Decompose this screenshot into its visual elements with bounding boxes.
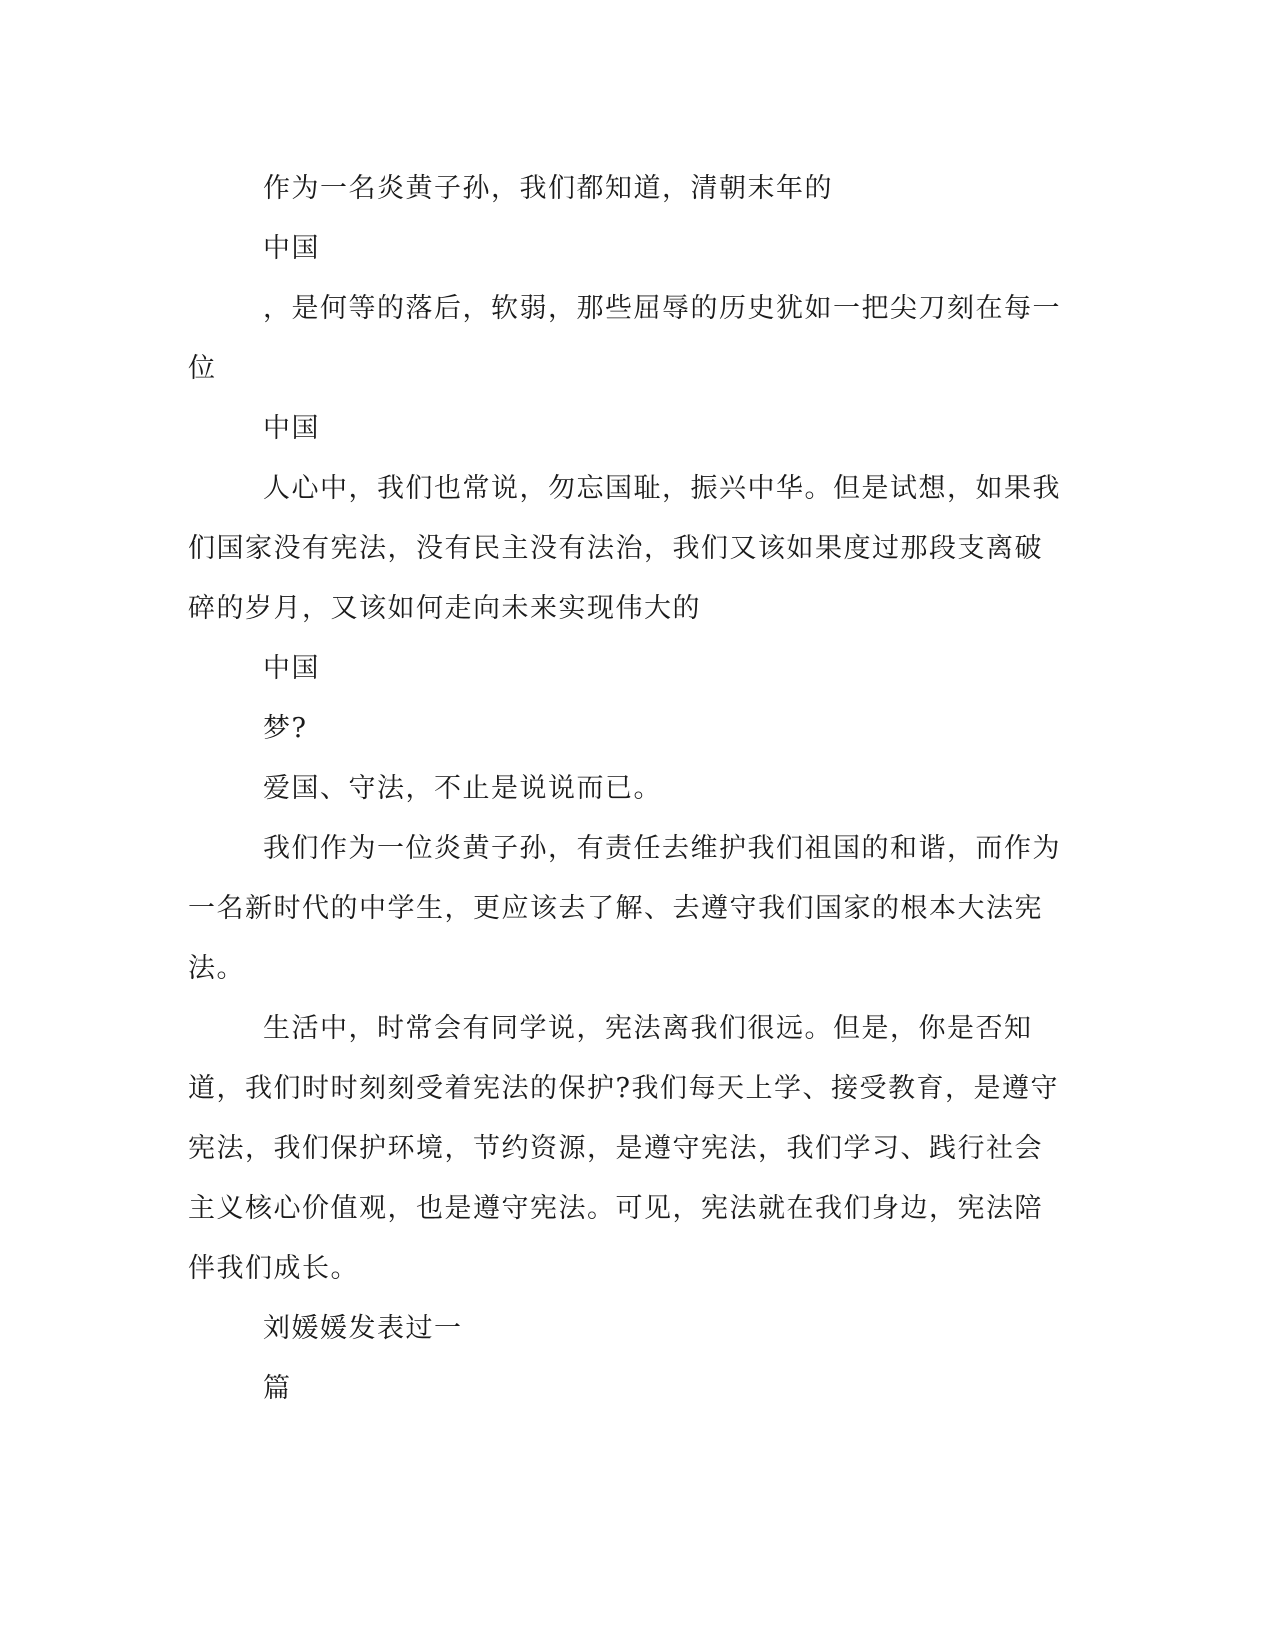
paragraph-11: 刘媛媛发表过一 — [263, 1313, 463, 1344]
paragraph-7: 梦? — [263, 713, 308, 744]
paragraph-3: ，是何等的落后，软弱，那些屈辱的历史犹如一把尖刀刻在每一位 — [188, 293, 1061, 384]
paragraph-5: 人心中，我们也常说，勿忘国耻，振兴中华。但是试想，如果我们国家没有宪法，没有民主没有法治，我们又该如果度过那段支离破碎的岁月，又该如何走向未来实现伟大的 — [188, 473, 1061, 624]
paragraph-9: 我们作为一位炎黄子孙，有责任去维护我们祖国的和谐，而作为一名新时代的中学生，更应该去了解、去遵守我们国家的根本大法宪法。 — [188, 833, 1061, 984]
paragraph-1: 作为一名炎黄子孙，我们都知道，清朝末年的 — [263, 173, 833, 204]
paragraph-8: 爱国、守法，不止是说说而已。 — [263, 773, 662, 804]
paragraph-2: 中国 — [263, 233, 320, 264]
paragraph-12: 篇 — [263, 1373, 292, 1404]
paragraph-4: 中国 — [263, 413, 320, 444]
paragraph-10: 生活中，时常会有同学说，宪法离我们很远。但是，你是否知道，我们时时刻刻受着宪法的保护?我们每天上学、接受教育，是遵守宪法，我们保护环境，节约资源，是遵守宪法，我们学习、践行社会主义核心价值观，也是遵守宪法。可见，宪法就在我们身边，宪法陪伴我们成长。 — [188, 1013, 1059, 1284]
paragraph-6: 中国 — [263, 653, 320, 684]
document-body — [188, 159, 1068, 1419]
